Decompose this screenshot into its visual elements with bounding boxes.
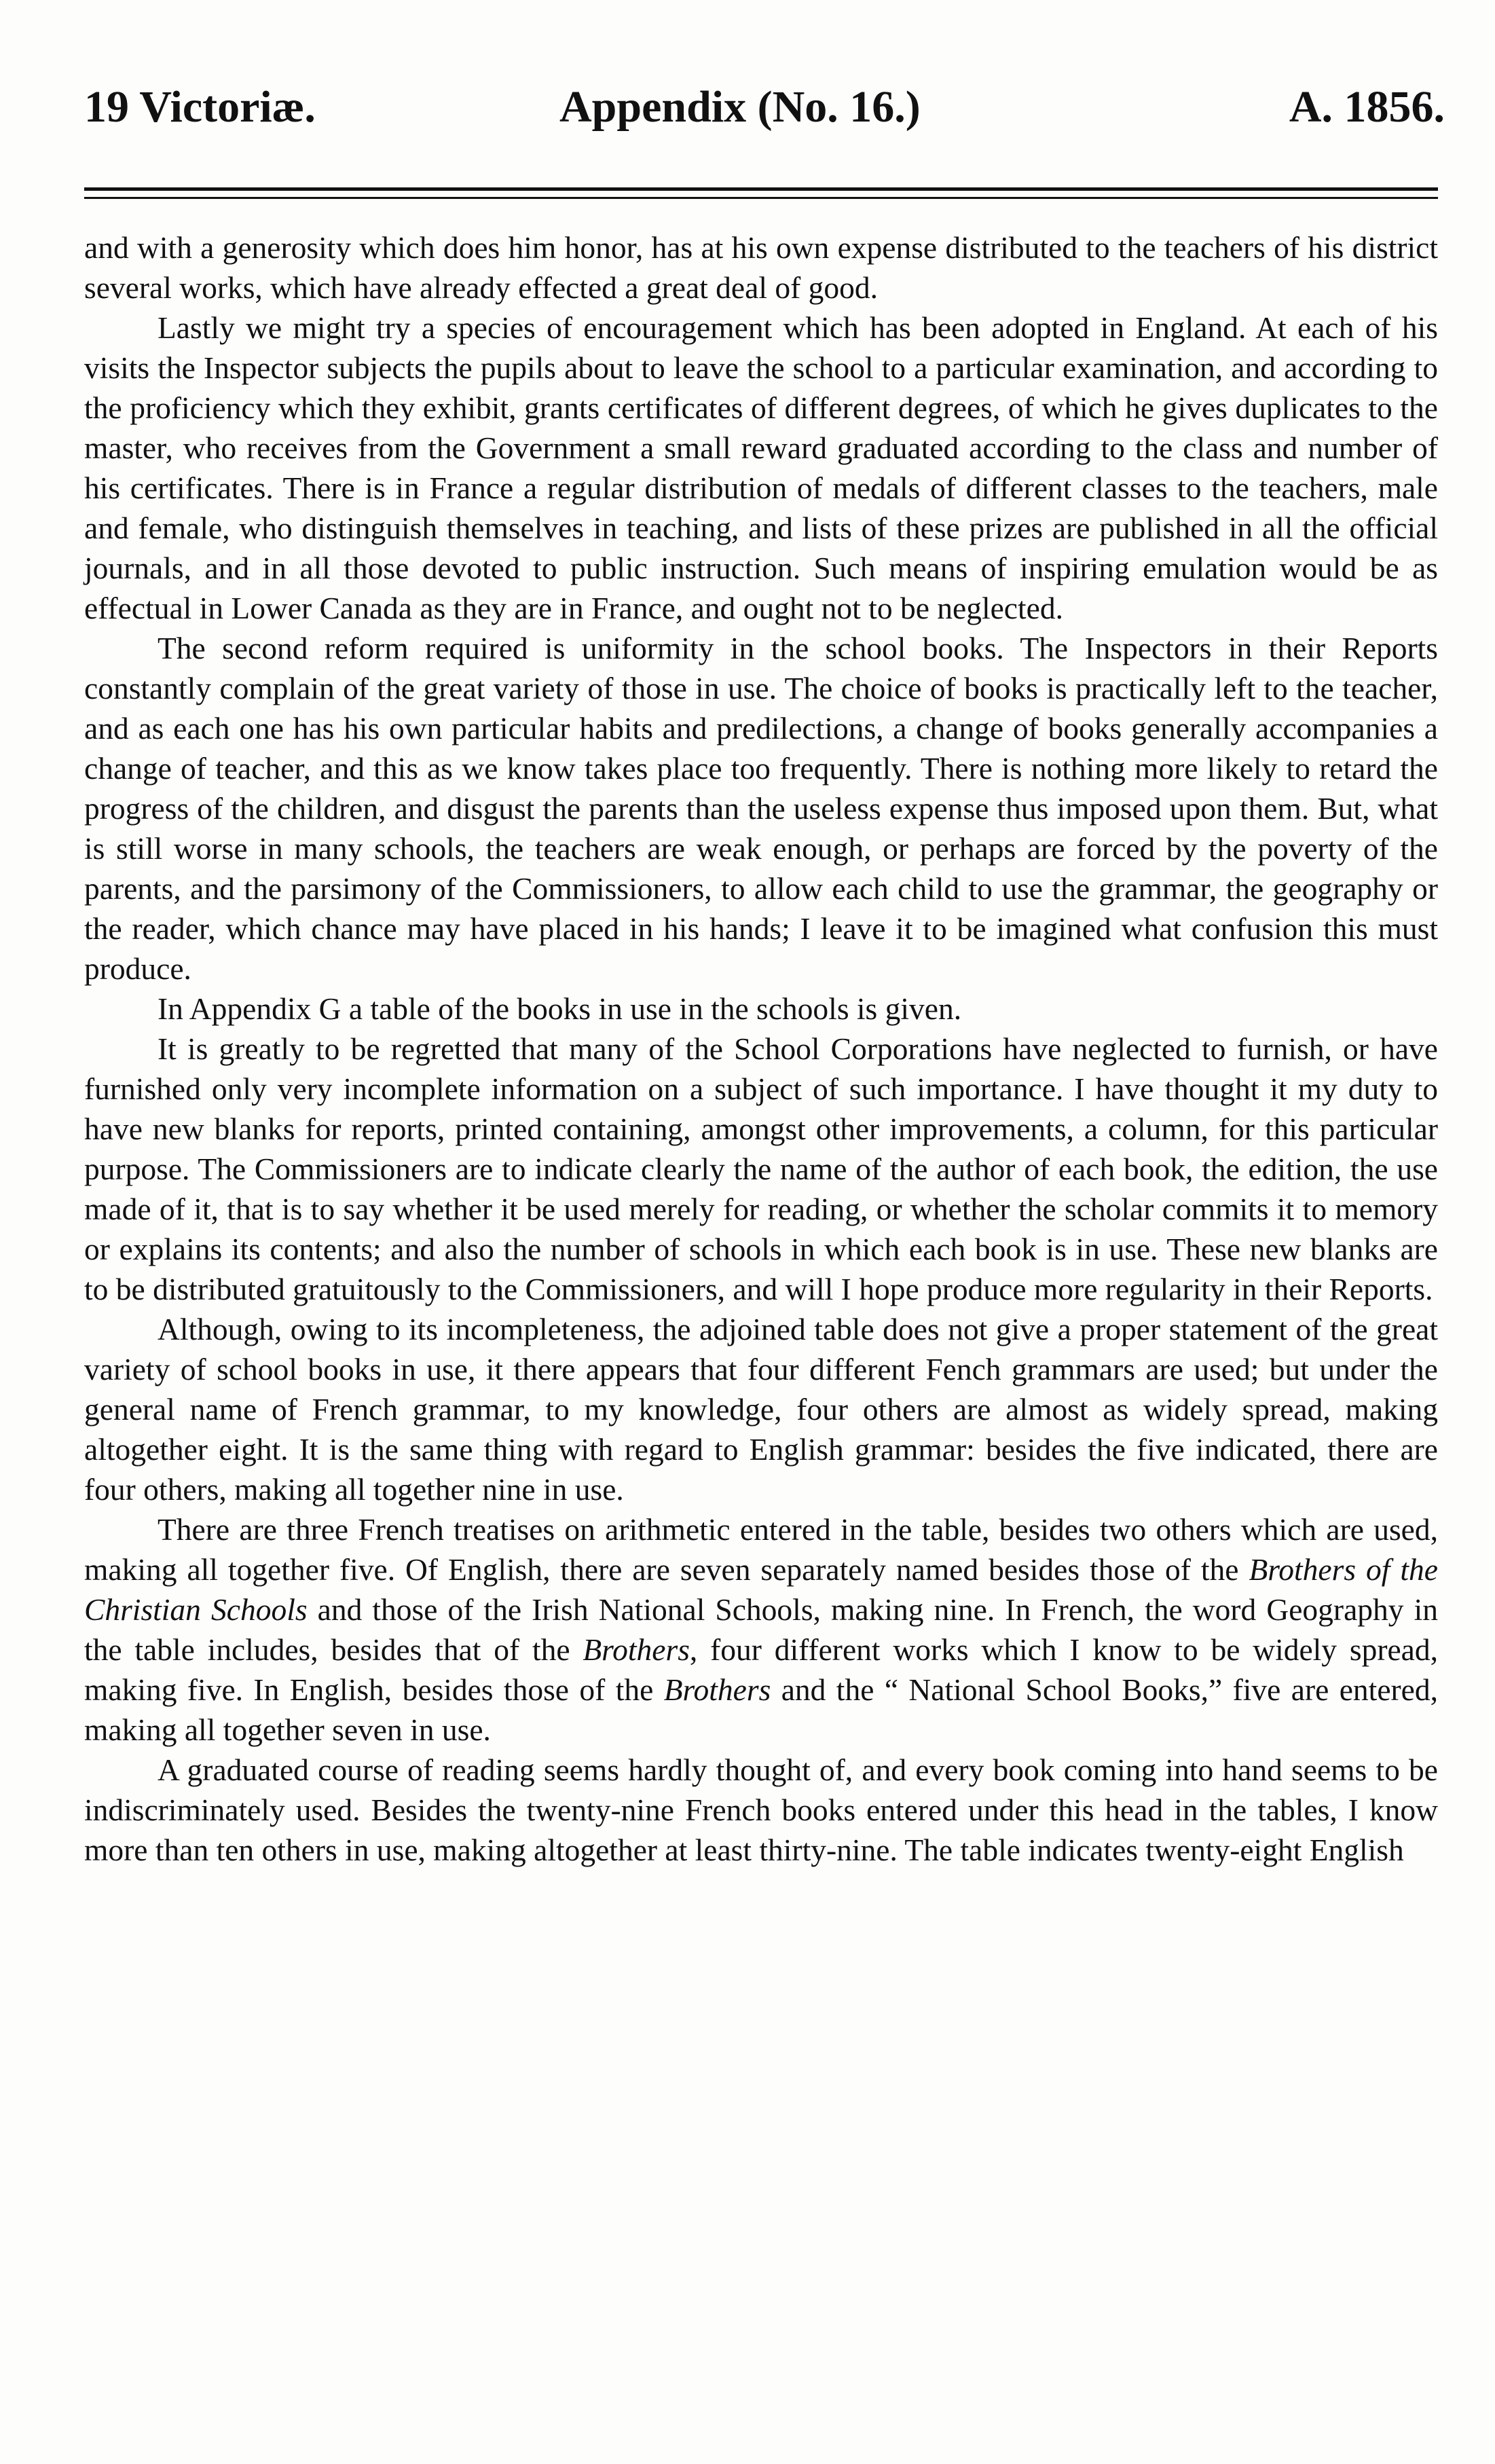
paragraph-7-part-7: and the “ National School Books,” five are entered, making all together seven in use. <box>84 1672 1438 1747</box>
paragraph-6: Although, owing to its incompleteness, the adjoined table does not give a proper statement of the great variety of school books in use, it there appears that four different Fench grammars are used; but under the general name of French grammar, to my knowledge, four others are almost as widely spread, making altogether eight. It is the same thing with regard to English grammar: besides the five indicated, there are four others, making all together nine in use. <box>84 1312 1438 1507</box>
paragraph-5: It is greatly to be regretted that many of the School Corporations have neglected to furnish, or have furnished only very incomplete information on a subject of such importance. I have thought it my duty to have new blanks for reports, printed containing, amongst other improvements, a column, for this particular purpose. The Commissioners are to indicate clearly the name of the author of each book, the edition, the use made of it, that is to say whether it be used merely for reading, or whether the scholar commits it to memory or explains its contents; and also the number of schools in which each book is in use. These new blanks are to be distributed gratuitously to the Commissioners, and will I hope produce more regularity in their Reports. <box>84 1031 1438 1306</box>
header-session-year: A. 1856. <box>1289 82 1445 132</box>
italic-brothers-1: Brothers <box>583 1632 690 1667</box>
paragraph-7-part-1: There are three French treatises on arithmetic entered in the table, besides two others which are used, making all together five. Of English, there are seven separately named besides those of the <box>84 1512 1438 1587</box>
header-rule-thick <box>84 187 1438 191</box>
paragraph-2: Lastly we might try a species of encouragement which has been adopted in England. At each of his visits the Inspector subjects the pupils about to leave the school to a particular examination, and according to the proficiency which they exhibit, grants certificates of different degrees, of which he gives duplicates to the master, who receives from the Government a small reward graduated according to the class and number of his certificates. There is in France a regular distribution of medals of different classes to the teachers, male and female, who distinguish themselves in teaching, and lists of these prizes are published in all the official journals, and in all those devoted to public instruction. Such means of inspiring emulation would be as effectual in Lower Canada as they are in France, and ought not to be neglected. <box>84 310 1438 625</box>
paragraph-8: A graduated course of reading seems hardly thought of, and every book coming into hand seems to be indiscriminately used. Besides the twenty-nine French books entered under this head in the tables, I know more than ten others in use, making altogether at least thirty-nine. The table indicates twenty-eight English <box>84 1752 1438 1867</box>
header-appendix-title: Appendix (No. 16.) <box>559 82 921 132</box>
paragraph-4: In Appendix G a table of the books in use in the schools is given. <box>158 991 962 1026</box>
paragraph-7-part-5: , four different works which I know to be widely spread, making five. In English, besides those of the <box>84 1632 1438 1707</box>
paragraph-7-part-3: and those of the Irish National Schools, making nine. In French, the word Geography in the table includes, besides that of the <box>84 1592 1438 1667</box>
italic-brothers-2: Brothers <box>663 1672 771 1707</box>
header-rule-thin <box>84 197 1438 199</box>
paragraph-7 <box>84 1509 1438 1750</box>
body-text <box>84 227 1438 1870</box>
paragraph-3: The second reform required is uniformity in the school books. The Inspectors in their Reports constantly complain of the great variety of those in use. The choice of books is practically left to the teacher, and as each one has his own particular habits and predilections, a change of books generally accompanies a change of teacher, and this as we know takes place too frequently. There is nothing more likely to retard the progress of the children, and disgust the parents than the useless expense thus imposed upon them. But, what is still worse in many schools, the teachers are weak enough, or perhaps are forced by the poverty of the parents, and the parsimony of the Commissioners, to allow each child to use the grammar, the geography or the reader, which chance may have placed in his hands; I leave it to be imagined what confusion this must produce. <box>84 631 1438 986</box>
italic-brothers-christian-schools: Brothers of the Christian Schools <box>84 1552 1438 1627</box>
header-regnal-year: 19 Victoriæ. <box>84 82 316 132</box>
running-header <box>84 73 1445 141</box>
paragraph-1: and with a generosity which does him honor, has at his own expense distributed to the teachers of his district several works, which have already effected a great deal of good. <box>84 230 1438 305</box>
